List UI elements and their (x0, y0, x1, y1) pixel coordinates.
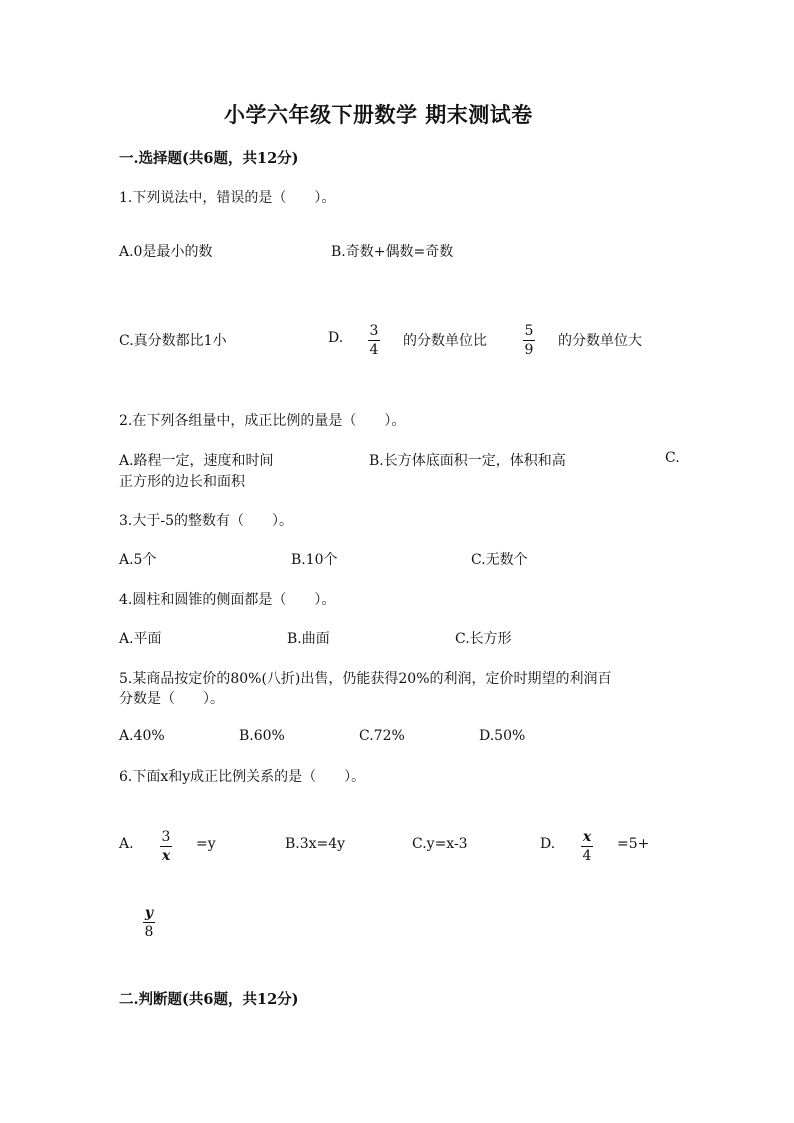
question-2-option-a: A.路程一定，速度和时间 (119, 453, 274, 469)
question-6-option-d-label: D. (540, 836, 556, 852)
question-1-option-d-middle: 的分数单位比 (403, 333, 487, 349)
question-2-option-c-label: C. (665, 450, 680, 466)
question-5-stem-line-2: 分数是（ ）。 (119, 691, 224, 707)
question-5-option-c: C.72% (359, 728, 405, 744)
question-2-option-b: B.长方体底面积一定，体积和高 (369, 453, 566, 469)
question-3-stem: 3.大于-5的整数有（ ）。 (119, 513, 293, 529)
fraction-bar (143, 922, 155, 923)
fraction-bar (368, 340, 380, 341)
question-1-stem: 1.下列说法中，错误的是（ ）。 (119, 190, 336, 206)
question-6-option-a-label: A. (119, 836, 134, 852)
question-4-option-b: B.曲面 (287, 631, 330, 647)
question-6-option-c: C.y=x-3 (412, 836, 468, 852)
question-3-option-a: A.5个 (119, 552, 157, 568)
question-1-option-d-label: D. (328, 330, 344, 346)
fraction-denominator: 4 (369, 342, 379, 358)
question-6-fraction-3-over-x (160, 829, 172, 864)
question-5-stem-line-1: 5.某商品按定价的80%(八折)出售，仍能获得20%的利润，定价时期望的利润百 (119, 671, 612, 687)
page-title: 小学六年级下册数学 期末测试卷 (224, 102, 533, 127)
question-1-option-a: A.0是最小的数 (119, 244, 213, 260)
fraction-bar (523, 340, 535, 341)
section-heading-choice: 一.选择题(共6题，共12分) (119, 150, 299, 167)
question-4-option-a: A.平面 (119, 631, 162, 647)
question-4-stem: 4.圆柱和圆锥的侧面都是（ ）。 (119, 592, 336, 608)
fraction-denominator: x (161, 848, 171, 864)
fraction-numerator: y (144, 905, 154, 921)
question-3-option-b: B.10个 (291, 552, 338, 568)
fraction-denominator: 9 (524, 342, 534, 358)
section-heading-true-false: 二.判断题(共6题，共12分) (119, 991, 299, 1008)
question-1-fraction-5-9 (523, 323, 535, 358)
fraction-bar (160, 846, 172, 847)
fraction-denominator: 4 (582, 848, 592, 864)
question-6-stem: 6.下面x和y成正比例关系的是（ ）。 (119, 769, 366, 785)
question-1-option-c: C.真分数都比1小 (119, 333, 227, 349)
question-3-option-c: C.无数个 (471, 552, 528, 568)
question-6-fraction-x-over-4 (581, 829, 593, 864)
question-5-option-b: B.60% (239, 728, 285, 744)
question-5-option-a: A.40% (119, 728, 165, 744)
fraction-numerator: 3 (161, 829, 171, 845)
question-6-fraction-y-over-8 (143, 905, 155, 940)
question-6-option-d-middle: =5+ (617, 836, 650, 852)
question-2-option-c-text: 正方形的边长和面积 (119, 474, 245, 490)
fraction-denominator: 8 (144, 924, 154, 940)
fraction-numerator: x (582, 829, 592, 845)
question-5-option-d: D.50% (479, 728, 526, 744)
question-1-option-d-end: 的分数单位大 (558, 333, 642, 349)
question-6-option-a-end: =y (196, 836, 216, 852)
fraction-numerator: 3 (369, 323, 379, 339)
fraction-bar (581, 846, 593, 847)
question-4-option-c: C.长方形 (455, 631, 512, 647)
question-1-fraction-3-4 (368, 323, 380, 358)
fraction-numerator: 5 (524, 323, 534, 339)
question-2-stem: 2.在下列各组量中，成正比例的量是（ ）。 (119, 413, 406, 429)
question-6-option-b: B.3x=4y (285, 836, 346, 852)
question-1-option-b: B.奇数+偶数=奇数 (331, 244, 454, 260)
